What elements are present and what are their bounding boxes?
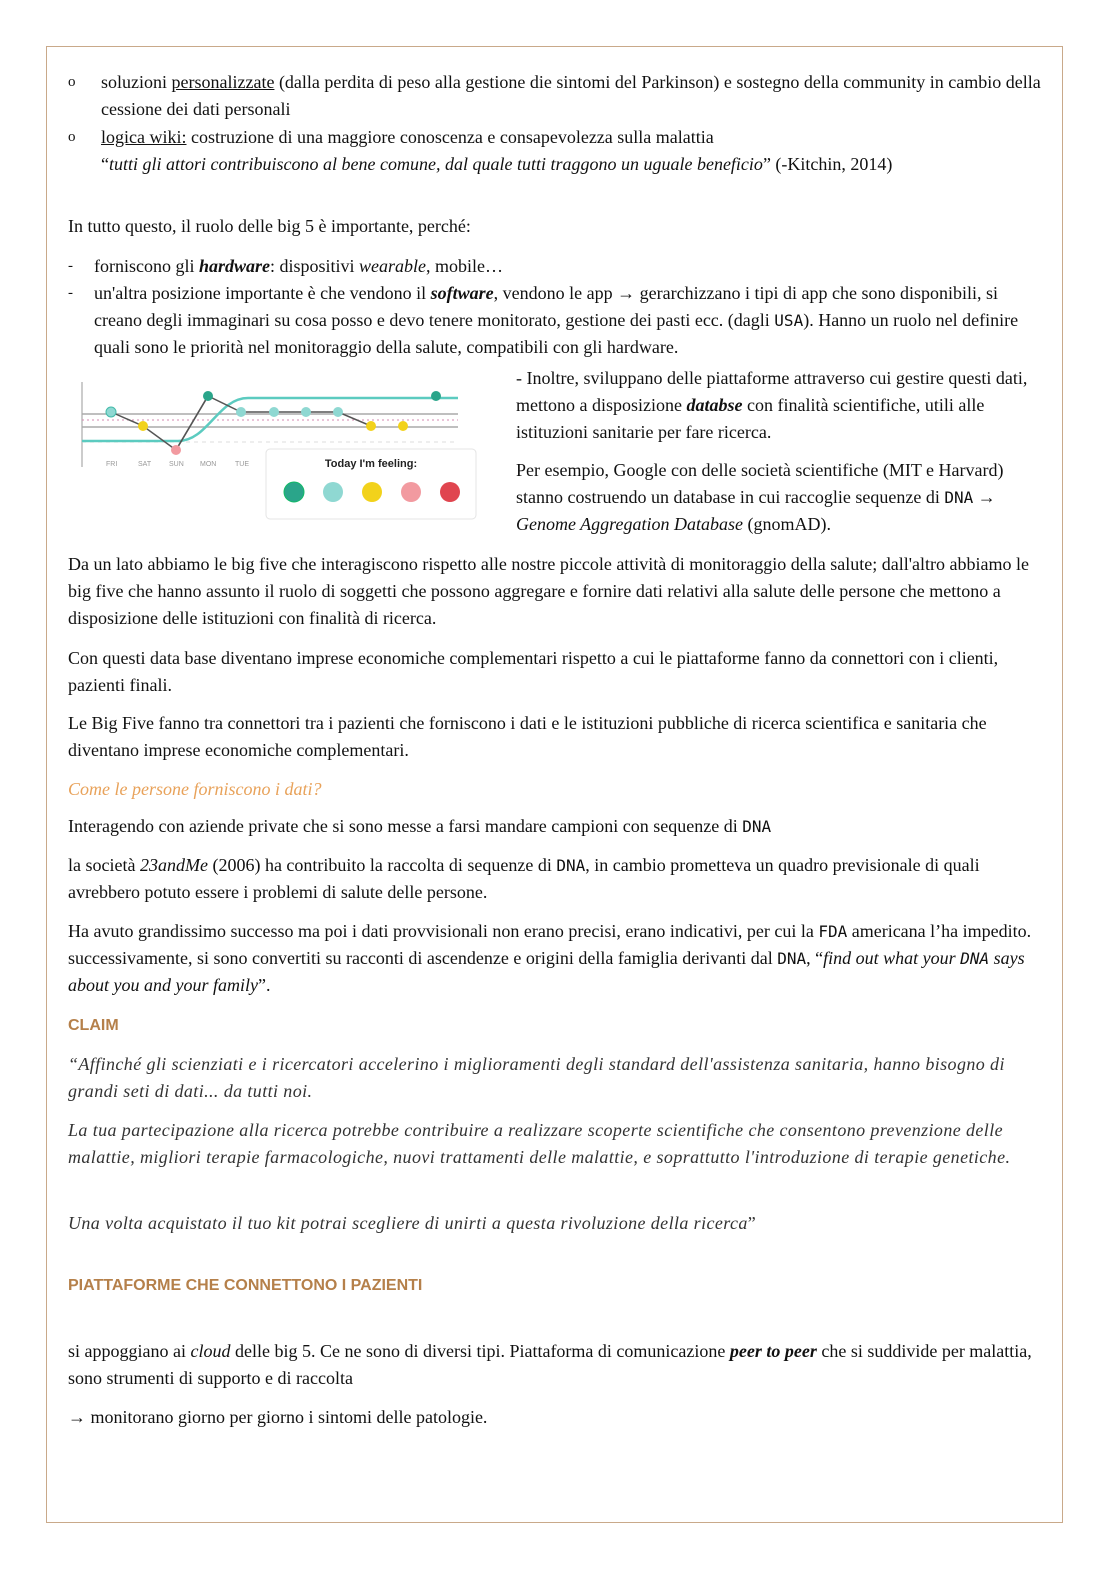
feeling-title: Today I'm feeling: xyxy=(324,458,418,470)
platform-heading: PIATTAFORME CHE CONNETTONO I PAZIENTI xyxy=(68,1277,423,1294)
paragraph: Da un lato abbiamo le big five che interagiscono rispetto alle nostre piccole attività di monitoraggio della salute; dall'altro abbiamo le big five che hanno assunto il ruolo di soggetti che possono aggregare e fornire dati relativi alla salute delle persone che mettono a disposizione delle istituzioni con finalità di ricerca. xyxy=(68,554,1029,628)
day-label: TUE xyxy=(235,461,249,468)
paragraph: Le Big Five fanno tra connettori tra i pazienti che forniscono i dati e le istituzioni pubbliche di ricerca scientifica e sanitaria che diventano imprese economiche complementari. xyxy=(68,713,987,760)
day-label: MON xyxy=(200,461,217,468)
right-text-gnomad: Per esempio, Google con delle società scientifiche (MIT e Harvard) stanno costruendo un database in cui raccoglie sequenze di DNA → Genome Aggregation Database (gnomAD). xyxy=(516,460,1004,534)
paragraph: Interagendo con aziende private che si sono messe a farsi mandare campioni con sequenze di DNA xyxy=(68,816,772,836)
bullet-wiki: logica wiki: costruzione di una maggiore conoscenza e consapevolezza sulla malattia “tutti gli attori contribuiscono al bene comune, dal quale tutti traggono un uguale beneficio” (-Kitchin, 2014) xyxy=(101,127,893,174)
bullet-marker: o xyxy=(68,129,76,145)
mood-points xyxy=(106,391,441,455)
mood-tracker-figure xyxy=(68,372,488,527)
dash-software: un'altra posizione importante è che vendono il software, vendono le app → gerarchizzano i tipi di app che sono disponibili, si creano degli immaginari su cosa posso e devo tenere monitorato, gestione dei pasti ecc. (dagli USA). Hanno un ruolo nel definire quali sono le priorità nel monitoraggio della salute, compatibili con gli hardware. xyxy=(94,283,1019,357)
intro-text: In tutto questo, il ruolo delle big 5 è importante, perché: xyxy=(68,216,471,236)
day-label: SUN xyxy=(169,461,184,468)
document-page: o soluzioni personalizzate (dalla perdita di peso alla gestione die sintomi del Parkinson) e sostegno della community in cambio della cessione dei dati personali o logica wiki: costruzione di una maggiore conoscenza e consapevolezza sulla malattia “tutti gli attori contribuiscono al bene comune, dal quale tutti traggono un uguale beneficio” (-Kitchin, 2014) In tutto questo, il ruolo delle big 5 è importante, perché: - forniscono gli hardware: dispositivi wearable, mobile… - un'altra posizione importante è che vendono il software, vendono le app → gerarchizzano i tipi di app che sono disponibili, si creano degli immaginari su cosa posso e devo tenere monitorato, gestione dei pasti ecc. (dagli USA). Hanno un ruolo nel definire quali sono le priorità nel monitoraggio della salute, compatibili con gli hardware. FRI SAT SUN MON TUE Today I'm feeling: - Inoltre, sviluppano delle piattaforme attraverso cui gestire questi dati, mettono a disposizione databse con finalità scientifiche, utili alle istituzioni sanitarie per fare ricerca. Per esempio, Google con delle società scientifiche (MIT e Harvard) stanno costruendo un database in cui raccoglie sequenze di DNA → Genome Aggregation Database (gnomAD). Da un lato abbiamo le big five che interagiscono rispetto alle nostre piccole attività di monitoraggio della salute; dall'altro abbiamo le big five che hanno assunto il ruolo di soggetti che possono aggregare e fornire dati relativi alla salute delle persone che mettono a disposizione delle istituzioni con finalità di ricerca. Con questi data base diventano imprese economiche complementari rispetto a cui le piattaforme fanno da connettori con i clienti, pazienti finali. Le Big Five fanno tra connettori tra i pazienti che forniscono i dati e le istituzioni pubbliche di ricerca scientifica e sanitaria che diventano imprese economiche complementari. Come le persone forniscono i dati? Interagendo con aziende private che si sono messe a farsi mandare campioni con sequenze di DNA la società 23andMe (2006) ha contribuito la raccolta di sequenze di DNA, in cambio prometteva un quadro previsionale di quali avrebbero potuto essere i problemi di salute delle persone. Ha avuto grandissimo successo ma poi i dati provvisionali non erano precisi, erano indicativi, per cui la FDA americana l’ha impedito. successivamente, si sono convertiti su racconti di ascendenze e origini della famiglia derivanti dal DNA, “find out what your DNA says about you and your family”. CLAIM “Affinché gli scienziati e i ricercatori accelerino i miglioramenti degli standard dell'assistenza sanitaria, hanno bisogno di grandi seti di dati... da tutti noi. La tua partecipazione alla ricerca potrebbe contribuire a realizzare scoperte scientifiche che consentono prevenzione delle malattie, migliori terapie farmacologiche, nuovi trattamenti delle malattie, e soprattutto l'introduzione di terapie genetiche. Una volta acquistato il tuo kit potrai scegliere di unirti a questa rivoluzione della ricerca” PIATTAFORME CHE CONNETTONO I PAZIENTI si appoggiano ai cloud delle big 5. Ce ne sono di diversi tipi. Piattaforma di comunicazione peer to peer che si suddivide per malattia, sono strumenti di supporto e di raccolta → monitorano giorno per giorno i sintomi delle patologie. xyxy=(0,0,1116,1579)
bullet-personalizzate: soluzioni personalizzate (dalla perdita di peso alla gestione die sintomi del Parkinson) e sostegno della community in cambio della cessione dei dati personali xyxy=(101,72,1041,119)
question-heading: Come le persone forniscono i dati? xyxy=(68,779,322,799)
bullet-marker: o xyxy=(68,74,76,90)
paragraph: la società 23andMe (2006) ha contribuito la raccolta di sequenze di DNA, in cambio prometteva un quadro previsionale di quali avrebbero potuto essere i problemi di salute delle persone. xyxy=(68,855,980,902)
face-very-sad-icon xyxy=(440,482,460,502)
face-sad-icon xyxy=(401,482,421,502)
paragraph: → monitorano giorno per giorno i sintomi delle patologie. xyxy=(68,1407,488,1427)
face-neutral-icon xyxy=(362,482,382,502)
paragraph: Con questi data base diventano imprese economiche complementari rispetto a cui le piattaforme fanno da connettori con i clienti, pazienti finali. xyxy=(68,648,999,695)
day-label: FRI xyxy=(106,461,118,468)
day-label: SAT xyxy=(138,461,152,468)
claim-quote: Una volta acquistato il tuo kit potrai scegliere di unirti a questa rivoluzione della ricerca” xyxy=(68,1213,757,1233)
face-happy-icon xyxy=(323,482,343,502)
right-text-databse: - Inoltre, sviluppano delle piattaforme attraverso cui gestire questi dati, mettono a disposizione databse con finalità scientifiche, utili alle istituzioni sanitarie per fare ricerca. xyxy=(516,368,1028,442)
claim-heading: CLAIM xyxy=(68,1017,119,1034)
paragraph: si appoggiano ai cloud delle big 5. Ce ne sono di diversi tipi. Piattaforma di comunicazione peer to peer che si suddivide per malattia, sono strumenti di supporto e di raccolta xyxy=(68,1341,1032,1388)
dash-hardware: forniscono gli hardware: dispositivi wearable, mobile… xyxy=(94,256,504,276)
face-very-happy-icon xyxy=(284,482,304,502)
claim-quote: La tua partecipazione alla ricerca potrebbe contribuire a realizzare scoperte scientifiche che consentono prevenzione delle malattie, migliori terapie farmacologiche, nuovi trattamenti delle malattie, e soprattutto l'introduzione di terapie genetiche. xyxy=(68,1120,1011,1167)
claim-quote: “Affinché gli scienziati e i ricercatori accelerino i miglioramenti degli standard dell'assistenza sanitaria, hanno bisogno di grandi seti di dati... da tutti noi. xyxy=(68,1054,1005,1101)
paragraph: Ha avuto grandissimo successo ma poi i dati provvisionali non erano precisi, erano indicativi, per cui la FDA americana l’ha impedito. successivamente, si sono convertiti su racconti di ascendenze e origini della famiglia derivanti dal DNA, “find out what your DNA says about you and your family”. xyxy=(68,921,1032,995)
